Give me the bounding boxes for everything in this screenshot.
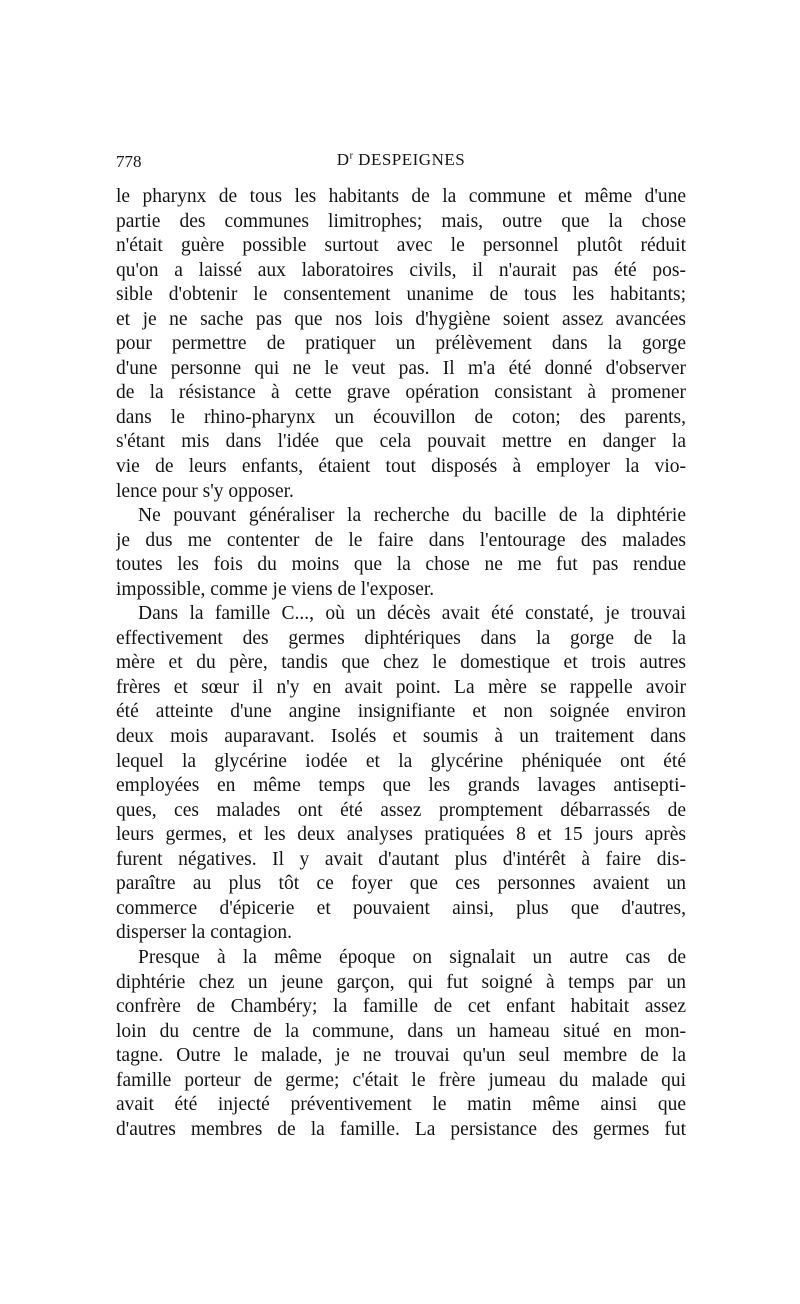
paragraph-first-line: Ne pouvant généraliser la recherche du bacille de la diphtérie	[138, 505, 686, 527]
text-line: et je ne sache pas que nos lois d'hygiène soient assez avancées	[116, 308, 686, 330]
author-name: DESPEIGNES	[353, 150, 466, 169]
text-line: paraître au plus tôt ce foyer que ces personnes avaient un	[116, 873, 686, 895]
text-line: vie de leurs enfants, étaient tout disposés à employer la vio-	[116, 456, 686, 478]
page-number: 778	[116, 152, 142, 171]
text-line: confrère de Chambéry; la famille de cet enfant habitait assez	[116, 996, 686, 1018]
text-line: je dus me contenter de le faire dans l'entourage des malades	[116, 529, 686, 551]
text-line: partie des communes limitrophes; mais, outre que la chose	[116, 210, 686, 232]
text-line: avait été injecté préventivement le matin même ainsi que	[116, 1094, 686, 1116]
text-line: deux mois auparavant. Isolés et soumis à un traitement dans	[116, 726, 686, 748]
text-line: lequel la glycérine iodée et la glycérine phéniquée ont été	[116, 750, 686, 772]
text-line: ques, ces malades ont été assez promptement débarrassés de	[116, 799, 686, 821]
paragraph-end-line: lence pour s'y opposer.	[116, 480, 294, 502]
text-line: loin du centre de la commune, dans un hameau situé en mon-	[116, 1020, 686, 1042]
paragraph-end-line: disperser la contagion.	[116, 922, 292, 944]
text-line: mère et du père, tandis que chez le domestique et trois autres	[116, 652, 686, 674]
text-line: sible d'obtenir le consentement unanime de tous les habitants;	[116, 284, 686, 306]
text-line: toutes les fois du moins que la chose ne me fut pas rendue	[116, 554, 686, 576]
page-header	[116, 150, 686, 174]
paragraph-end-line: impossible, comme je viens de l'exposer.	[116, 578, 435, 600]
body-text	[116, 185, 686, 1142]
text-line: qu'on a laissé aux laboratoires civils, il n'aurait pas été pos-	[116, 259, 686, 281]
text-line: n'était guère possible surtout avec le personnel plutôt réduit	[116, 235, 686, 257]
text-line: commerce d'épicerie et pouvaient ainsi, plus que d'autres,	[116, 897, 686, 919]
author-prefix-superscript: r	[349, 150, 354, 162]
text-line: furent négatives. Il y avait d'autant plus d'intérêt à faire dis-	[116, 848, 686, 870]
text-line: famille porteur de germe; c'était le frère jumeau du malade qui	[116, 1069, 686, 1091]
text-line: de la résistance à cette grave opération consistant à promener	[116, 382, 686, 404]
text-line: été atteinte d'une angine insignifiante et non soignée environ	[116, 701, 686, 723]
text-line: tagne. Outre le malade, je ne trouvai qu'un seul membre de la	[116, 1045, 686, 1067]
text-line: d'autres membres de la famille. La persistance des germes fut	[116, 1118, 686, 1140]
running-head	[116, 150, 686, 170]
paragraph-first-line: Presque à la même époque on signalait un autre cas de	[138, 946, 686, 968]
text-line: employées en même temps que les grands lavages antisepti-	[116, 775, 686, 797]
text-line: s'étant mis dans l'idée que cela pouvait mettre en danger la	[116, 431, 686, 453]
paragraph-first-line: Dans la famille C..., où un décès avait été constaté, je trouvai	[138, 603, 686, 625]
text-line: leurs germes, et les deux analyses pratiquées 8 et 15 jours après	[116, 824, 686, 846]
text-line: effectivement des germes diphtériques dans la gorge de la	[116, 627, 686, 649]
author-prefix: D	[336, 150, 350, 169]
text-line: dans le rhino-pharynx un écouvillon de coton; des parents,	[116, 406, 686, 428]
text-line: frères et sœur il n'y en avait point. La mère se rappelle avoir	[116, 676, 686, 698]
text-line: le pharynx de tous les habitants de la commune et même d'une	[116, 186, 686, 207]
text-line: pour permettre de pratiquer un prélèvement dans la gorge	[116, 333, 686, 355]
text-line: d'une personne qui ne le veut pas. Il m'a été donné d'observer	[116, 357, 686, 379]
text-line: diphtérie chez un jeune garçon, qui fut soigné à temps par un	[116, 971, 686, 993]
